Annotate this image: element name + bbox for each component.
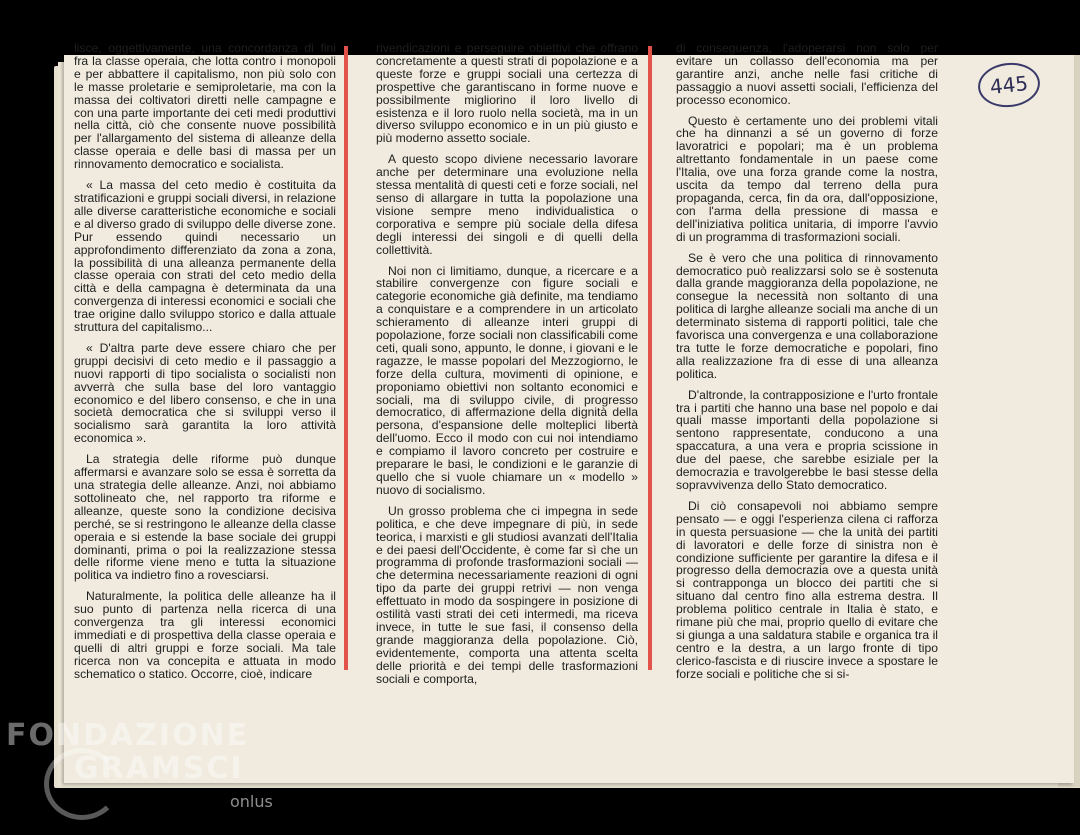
paragraph: Questo è certamente uno dei problemi vitali che ha dinnanzi a sé un governo di forze lavoratrici e popolari; ma è un problema altrettanto fondamentale in un paese come l'Italia, ove una forza grande come la nostra, uscita da tempo dal terreno della pura propaganda, cerca, fin da ora, dall'opposizione, con l'arma della pressione di massa e dell'iniziativa politica unitaria, di imporre l'avvio di un programma di trasformazioni sociali. [676, 113, 938, 244]
watermark-line-2: GRAMSCI [74, 751, 244, 786]
paragraph: Se è vero che una politica di rinnovamento democratico può realizzarsi solo se è sostenuta dalla grande maggioranza della popolazione, ne consegue la necessità non soltanto di una politica di larghe alleanze sociali ma anche di un determinato sistema di rapporti politici, tale che favorisca una convergenza e una collaborazione tra tutte le forze democratiche e popolari, fino alla realizzazione fra di esse di una alleanza politica. [676, 250, 938, 381]
paragraph: La strategia delle riforme può dunque affermarsi e avanzare solo se essa è sorretta da una strategia delle alleanze. Anzi, noi abbiamo sottolineato che, nel rapporto tra riforme e alleanze, queste sono la condizione decisiva perché, se si restringono le alleanze della classe operaia e si estende la base sociale dei gruppi dominanti, prima o poi la realizzazione stessa delle riforme viene meno e tutta la situazione politica va indietro fino a rovesciarsi. [74, 452, 336, 583]
watermark [6, 718, 249, 786]
paragraph: Di ciò consapevoli noi abbiamo sempre pensato — e oggi l'esperienza cilena ci rafforza in questa persuasione — che la unità dei partiti di lavoratori e delle forze di sinistra non è condizione sufficiente per garantire la difesa e il progresso della democrazia ove a questa unità si contrapponga un blocco dei partiti che si situano dal centro fino alla estrema destra. Il problema politico centrale in Italia è stato, e rimane più che mai, proprio quello di evitare che si giunga a una saldatura stabile e organica tra il centro e la destra, a un largo fronte di tipo clerico-fascista e di riuscire invece a spostare le forze sociali e politiche che si si- [676, 498, 938, 681]
text-column-3 [676, 42, 938, 689]
paragraph: « La massa del ceto medio è costituita da stratificazioni e gruppi sociali diversi, in relazione alle diverse caratteristiche economiche e sociali e al diverso grado di sviluppo delle diverse zone. Pur essendo quindi necessario un approfondimento differenziato da zona a zona, la possibilità di una alleanza permanente della classe operaia con strati del ceto medio della città e della campagna è determinata da una convergenza di interessi economici e sociali che trae origine dallo sviluppo storico e dalla attuale struttura del capitalismo... [74, 178, 336, 335]
paragraph: Un grosso problema che ci impegna in sede politica, e che deve impegnare di più, in sede teorica, i marxisti e gli studiosi avanzati dell'Italia e dei paesi dell'Occidente, è come far sì che un programma di profonde trasformazioni sociali — che determina necessariamente reazioni di ogni tipo da parte dei gruppi retrivi — non venga effettuato in modo da sospingere in posizione di ostilità vasti strati dei ceti intermedi, ma riceva invece, in tutte le sue fasi, il consenso della grande maggioranza della popolazione. Ciò, evidentemente, comporta una attenta scelta delle priorità e dei tempi delle trasformazioni sociali e comporta, [376, 503, 638, 686]
paragraph: Noi non ci limitiamo, dunque, a ricercare e a stabilire convergenze con figure sociali e categorie economiche già definite, ma tendiamo a conquistare e a comprendere in un articolato schieramento di alleanze interi gruppi di popolazione, forze sociali non classificabili come ceti, quali sono, appunto, le donne, i giovani e le ragazze, le masse popolari del Mezzogiorno, le forze della cultura, movimenti di opinione, e proponiamo obiettivi non soltanto economici e sociali, ma di sviluppo civile, di progresso democratico, di affermazione della dignità della persona, d'espansione delle molteplici libertà dell'uomo. Ecco il modo con cui noi intendiamo e compiamo il lavoro concreto per costruire e preparare le basi, le condizioni e le garanzie di quello che si vuole chiamare un « modello » nuovo di socialismo. [376, 263, 638, 497]
paragraph: rivendicazioni e perseguire obiettivi che offrano concretamente a questi strati di popolazione e a queste forze e gruppi sociali una certezza di prospettive che garantiscano in forme nuove e possibilmente migliorino il loro livello di esistenza e il loro ruolo nella società, ma in un diverso sviluppo economico e in un più giusto e più moderno assetto sociale. [376, 41, 638, 146]
page-number: 445 [976, 60, 1042, 110]
column-divider [344, 46, 348, 670]
watermark-onlus: onlus [230, 792, 273, 811]
text-column-2 [376, 42, 638, 694]
paragraph: « D'altra parte deve essere chiaro che per gruppi decisivi di ceto medio e il passaggio a nuovi rapporti di tipo socialista o socialisti non avverrà che sulla base del loro vantaggio economico e del libero consenso, e che in una società democratica che si sviluppi verso il socialismo sarà garantita la loro attività economica ». [74, 340, 336, 446]
paragraph: di conseguenza, l'adoperarsi non solo per evitare un collasso dell'economia ma per garantire anzi, anche nelle fasi critiche di passaggio a nuovi assetti sociali, l'efficienza del processo economico. [676, 41, 938, 107]
paragraph: lisce, oggettivamente, una concordanza di fini fra la classe operaia, che lotta contro i monopoli e per abbattere il capitalismo, non più solo con le masse proletarie e semiproletarie, ma con la massa dei coltivatori diretti nelle campagne e con una parte importante dei ceti medi produttivi nella città, ciò che consente nuove possibilità per l'allargamento del sistema di alleanze della classe operaia e delle basi di massa per un rinnovamento democratico e socialista. [74, 41, 336, 172]
text-column-1 [74, 42, 336, 689]
paragraph: A questo scopo diviene necessario lavorare anche per determinare una evoluzione nella stessa mentalità di questi ceti e forze sociali, nel senso di allargare in tutta la popolazione una visione sempre meno individualistica o corporativa e sempre più sociale della difesa degli interessi dei singoli e di quelli della collettività. [376, 152, 638, 257]
watermark-line-1: FONDAZIONE [6, 718, 250, 753]
paragraph: D'altronde, la contrapposizione e l'urto frontale tra i partiti che hanno una base nel popolo e dai quali masse importanti della popolazione si sentono rappresentate, conducono a una spaccatura, a una vera e propria scissione in due del paese, che sarebbe esiziale per la democrazia e travolgerebbe le basi stesse della sopravvivenza dello Stato democratico. [676, 387, 938, 492]
column-divider [648, 46, 652, 670]
paragraph: Naturalmente, la politica delle alleanze ha il suo punto di partenza nella ricerca di una convergenza tra gli interessi economici immediati e di prospettiva della classe operaia e quelli di altri gruppi e forze sociali. Ma tale ricerca non va concepita e attuata in modo schematico o statico. Occorre, cioè, indicare [74, 589, 336, 681]
